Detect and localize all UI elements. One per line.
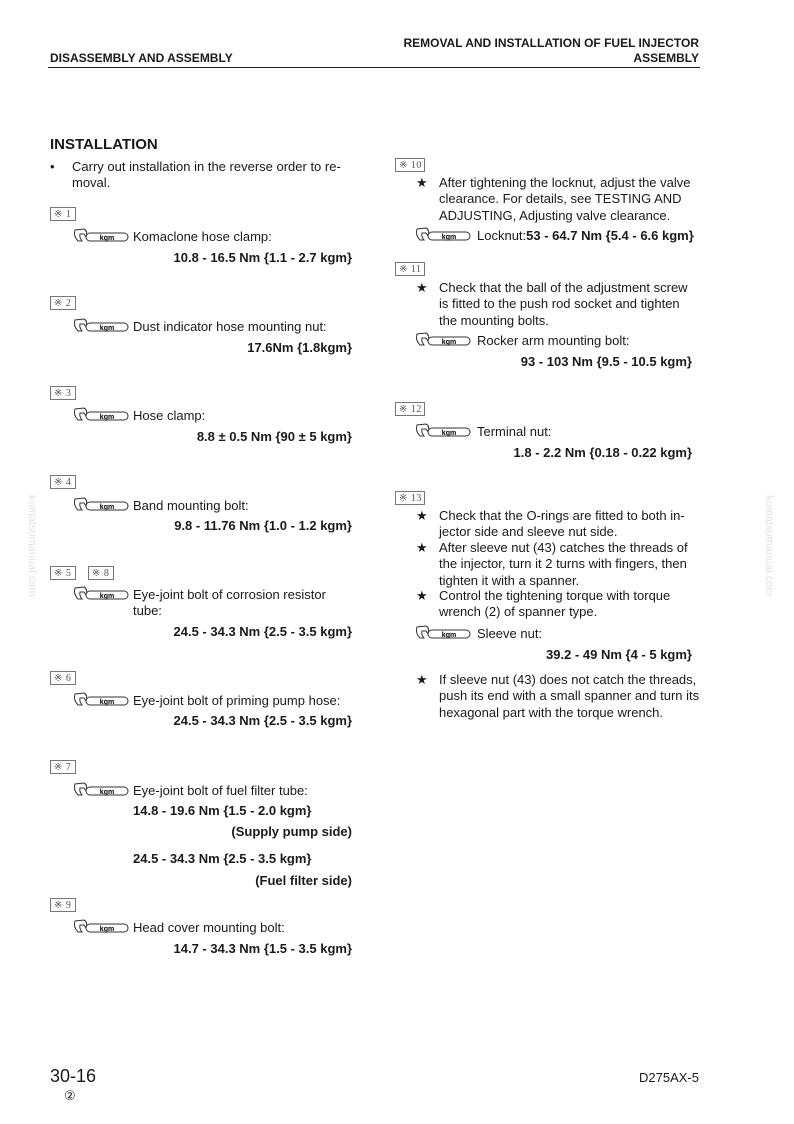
model-code: D275AX-5: [639, 1070, 699, 1085]
item-10-value: 53 - 64.7 Nm {5.4 - 6.6 kgm}: [526, 228, 694, 243]
item-13-d-line-3: hexagonal part with the torque wrench.: [439, 704, 664, 720]
item-6-label: Eye-joint bolt of priming pump hose:: [133, 693, 341, 708]
item-11-value: 93 - 103 Nm {9.5 - 10.5 kgm}: [520, 354, 692, 369]
svg-text:kgm: kgm: [99, 789, 115, 796]
item-13-c-line-2: wrench (2) of spanner type.: [439, 604, 598, 620]
item-13-d-line-1: If sleeve nut (43) does not catch the threads,: [439, 672, 697, 687]
item-13-text-c: [439, 588, 700, 621]
ref-mark-3: ※ 3: [50, 386, 76, 400]
item-1-label: Komaclone hose clamp:: [133, 229, 272, 244]
intro-line-2: moval.: [72, 175, 111, 191]
item-3-label: Hose clamp:: [133, 408, 206, 423]
torque-wrench-icon: [414, 226, 472, 244]
item-9-label: Head cover mounting bolt:: [133, 920, 285, 935]
item-13-text-b: [439, 540, 700, 589]
star-icon: ★: [416, 280, 428, 295]
item-10-label-text: Locknut:: [477, 228, 527, 243]
svg-text:kgm: kgm: [441, 339, 457, 346]
watermark-right: komatsumanual.com: [763, 495, 775, 597]
item-13-a-line-2: jector side and sleeve nut side.: [439, 524, 618, 540]
header-left: DISASSEMBLY AND ASSEMBLY: [50, 51, 233, 65]
item-9-value: 14.7 - 34.3 Nm {1.5 - 3.5 kgm}: [173, 941, 352, 956]
svg-text:kgm: kgm: [99, 504, 115, 511]
item-7-note-1: (Supply pump side): [231, 824, 352, 839]
star-icon: ★: [416, 672, 428, 687]
torque-wrench-icon: [72, 406, 130, 424]
torque-wrench-icon: [72, 691, 130, 709]
item-2-label: Dust indicator hose mounting nut:: [133, 319, 327, 334]
torque-wrench-icon: [414, 624, 472, 642]
star-icon: ★: [416, 175, 428, 190]
item-13-a-line-1: Check that the O-rings are fitted to both in-: [439, 508, 685, 523]
torque-wrench-icon: [72, 317, 130, 335]
header-right-line2: ASSEMBLY: [633, 51, 699, 65]
item-7-note-2: (Fuel filter side): [255, 873, 352, 888]
item-13-label: Sleeve nut:: [477, 626, 543, 641]
item-1-value: 10.8 - 16.5 Nm {1.1 - 2.7 kgm}: [173, 250, 352, 265]
item-13-text-d: [439, 672, 700, 721]
item-10-line-3: ADJUSTING, Adjusting valve clearance.: [439, 207, 671, 223]
revision-mark: ②: [64, 1088, 76, 1103]
svg-text:kgm: kgm: [99, 699, 115, 706]
item-11-line-3: the mounting bolts.: [439, 312, 549, 328]
star-icon: ★: [416, 540, 428, 555]
item-3-value: 8.8 ± 0.5 Nm {90 ± 5 kgm}: [196, 429, 352, 444]
item-10-label: [477, 228, 694, 243]
item-4-label: Band mounting bolt:: [133, 498, 249, 513]
torque-wrench-icon: [414, 331, 472, 349]
svg-text:kgm: kgm: [99, 593, 115, 600]
svg-text:kgm: kgm: [99, 414, 115, 421]
item-13-b-line-1: After sleeve nut (43) catches the threads of: [439, 540, 688, 555]
item-11-label: Rocker arm mounting bolt:: [477, 333, 630, 348]
item-13-c-line-1: Control the tightening torque with torque: [439, 588, 671, 603]
watermark-left: komatsumanual.com: [26, 495, 38, 597]
item-12-value: 1.8 - 2.2 Nm {0.18 - 0.22 kgm}: [513, 445, 692, 460]
item-10-text: [439, 175, 700, 224]
item-11-line-1: Check that the ball of the adjustment screw: [439, 280, 688, 295]
item-13-text-a: [439, 508, 700, 541]
item-5-label-line-1: Eye-joint bolt of corrosion resistor: [133, 587, 326, 602]
item-12-label: Terminal nut:: [477, 424, 552, 439]
item-10-line-2: clearance. For details, see TESTING AND: [439, 191, 682, 207]
ref-mark-9: ※ 9: [50, 898, 76, 912]
svg-text:kgm: kgm: [99, 235, 115, 242]
ref-mark-10: ※ 10: [395, 158, 425, 172]
item-5-value: 24.5 - 34.3 Nm {2.5 - 3.5 kgm}: [173, 624, 352, 639]
svg-text:kgm: kgm: [99, 926, 115, 933]
ref-mark-7: ※ 7: [50, 760, 76, 774]
torque-wrench-icon: [72, 227, 130, 245]
ref-mark-4: ※ 4: [50, 475, 76, 489]
item-7-value-2: 24.5 - 34.3 Nm {2.5 - 3.5 kgm}: [133, 851, 312, 866]
intro-text: [72, 159, 356, 192]
torque-wrench-icon: [72, 585, 130, 603]
torque-wrench-icon: [72, 781, 130, 799]
ref-mark-1: ※ 1: [50, 207, 76, 221]
page-number: 30-16: [50, 1066, 97, 1086]
header-rule: [48, 67, 700, 68]
torque-wrench-icon: [72, 918, 130, 936]
item-4-value: 9.8 - 11.76 Nm {1.0 - 1.2 kgm}: [174, 518, 352, 533]
item-7-label: Eye-joint bolt of fuel filter tube:: [133, 783, 308, 798]
ref-mark-6: ※ 6: [50, 671, 76, 685]
ref-mark-11: ※ 11: [395, 262, 425, 276]
star-icon: ★: [416, 588, 428, 603]
ref-mark-2: ※ 2: [50, 296, 76, 310]
item-2-value: 17.6Nm {1.8kgm}: [247, 340, 352, 355]
svg-text:kgm: kgm: [441, 234, 457, 241]
section-title: INSTALLATION: [50, 136, 158, 153]
svg-text:kgm: kgm: [441, 632, 457, 639]
item-13-value: 39.2 - 49 Nm {4 - 5 kgm}: [546, 647, 692, 662]
torque-wrench-icon: [414, 422, 472, 440]
item-10-line-1: After tightening the locknut, adjust the valve: [439, 175, 691, 190]
item-13-d-line-2: push its end with a small spanner and turn its: [439, 688, 700, 704]
star-icon: ★: [416, 508, 428, 523]
ref-mark-13: ※ 13: [395, 491, 425, 505]
item-11-line-2: is fitted to the push rod socket and tighten: [439, 296, 680, 312]
ref-mark-12: ※ 12: [395, 402, 425, 416]
item-6-value: 24.5 - 34.3 Nm {2.5 - 3.5 kgm}: [173, 713, 352, 728]
item-13-b-line-2: the injector, turn it 2 turns with fingers, then: [439, 556, 687, 572]
item-11-text: [439, 280, 700, 329]
intro-line-1: Carry out installation in the reverse order to re-: [72, 159, 341, 174]
svg-text:kgm: kgm: [441, 430, 457, 437]
ref-mark-8: ※ 8: [88, 566, 114, 580]
svg-text:kgm: kgm: [99, 325, 115, 332]
torque-wrench-icon: [72, 496, 130, 514]
ref-mark-5: ※ 5: [50, 566, 76, 580]
header-right-line1: REMOVAL AND INSTALLATION OF FUEL INJECTOR: [403, 36, 699, 50]
item-5-label-line-2: tube:: [133, 603, 162, 618]
item-7-value-1: 14.8 - 19.6 Nm {1.5 - 2.0 kgm}: [133, 803, 312, 818]
intro-bullet: •: [50, 159, 55, 174]
item-13-b-line-3: tighten it with a spanner.: [439, 572, 580, 588]
